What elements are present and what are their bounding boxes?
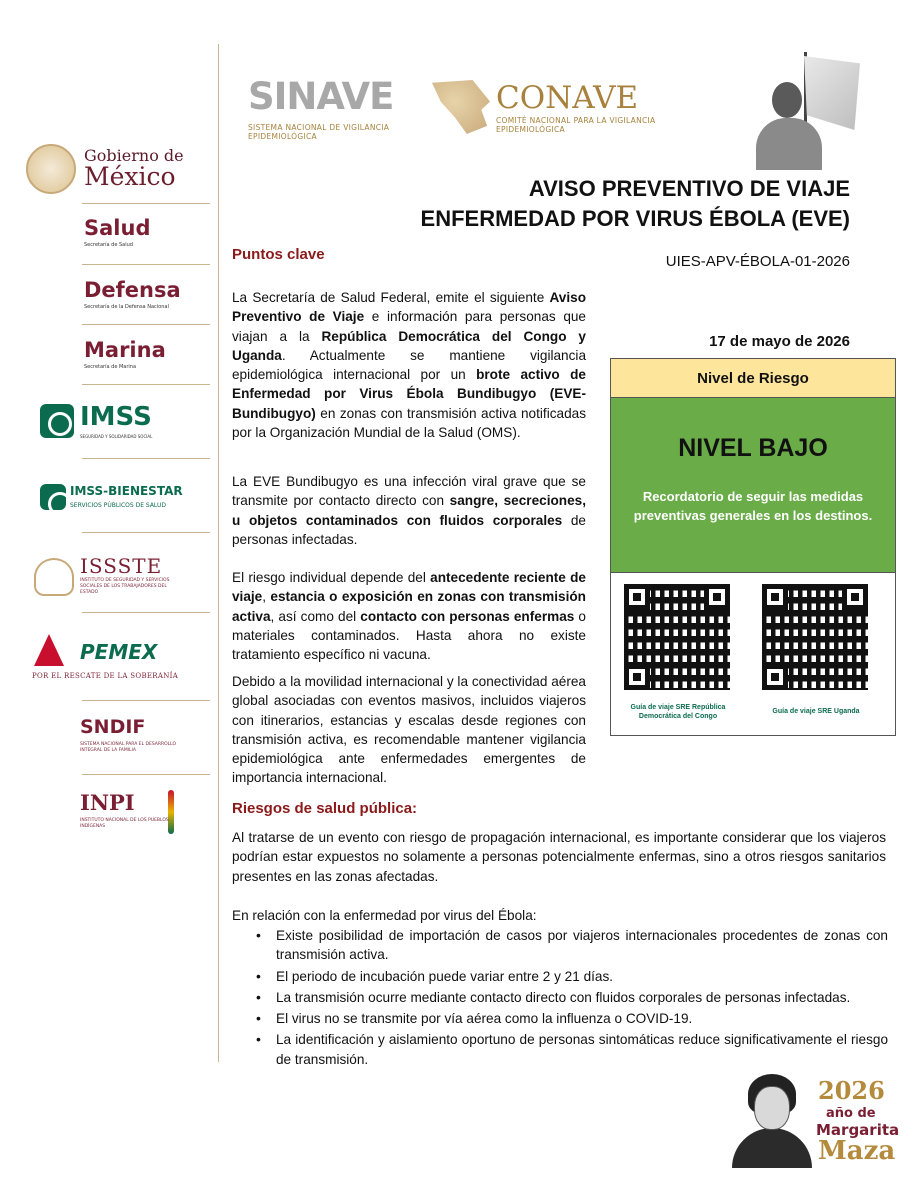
imss-logo bbox=[22, 402, 192, 446]
sinave-label: SINAVE bbox=[248, 75, 394, 118]
logo-divider bbox=[82, 264, 210, 265]
qr-code-uganda[interactable] bbox=[762, 584, 868, 690]
footer-line-3: Margarita bbox=[816, 1121, 900, 1139]
inpi-label: INPI bbox=[80, 790, 135, 815]
risk-level-status bbox=[611, 398, 895, 573]
title-line-1: AVISO PREVENTIVO DE VIAJE bbox=[528, 176, 850, 201]
document-date: 17 de mayo de 2026 bbox=[709, 333, 850, 350]
risk-level-value: NIVEL BAJO bbox=[678, 434, 828, 462]
mexico-seal-icon bbox=[26, 144, 76, 194]
issste-sublabel: INSTITUTO DE SEGURIDAD Y SERVICIOS SOCIALES DE LOS TRABAJADORES DEL ESTADO bbox=[80, 578, 170, 595]
heroine-flag-illustration bbox=[742, 52, 860, 170]
document-id: UIES-APV-ÉBOLA-01-2026 bbox=[665, 253, 850, 270]
marina-label: Marina bbox=[84, 338, 166, 362]
risk-level-message: Recordatorio de seguir las medidas preventivas generales en los destinos. bbox=[633, 489, 873, 523]
salud-logo bbox=[22, 216, 192, 260]
qr-code-congo[interactable] bbox=[624, 584, 730, 690]
sinave-sublabel: SISTEMA NACIONAL DE VIGILANCIA EPIDEMIOLÓGICA bbox=[248, 123, 390, 141]
list-item: • El periodo de incubación puede variar entre 2 y 21 días. bbox=[276, 967, 888, 986]
imss-bienestar-label: IMSS-BIENESTAR bbox=[70, 484, 183, 498]
defensa-logo bbox=[22, 278, 192, 322]
imss-bienestar-sublabel: SERVICIOS PÚBLICOS DE SALUD bbox=[70, 502, 166, 509]
inpi-logo bbox=[22, 788, 192, 844]
list-item: • La identificación y aislamiento oportuno de personas sintomáticas reduce significativamente el riesgo de transmisión. bbox=[276, 1030, 888, 1069]
sndif-sublabel: SISTEMA NACIONAL PARA EL DESARROLLO INTEGRAL DE LA FAMILIA bbox=[80, 742, 177, 753]
public-health-heading: Riesgos de salud pública: bbox=[232, 800, 418, 817]
logo-divider bbox=[82, 774, 210, 775]
pemex-label: PEMEX bbox=[80, 640, 158, 664]
imss-label: IMSS bbox=[80, 402, 152, 432]
footer-year: 2026 bbox=[818, 1076, 885, 1105]
salud-sublabel: Secretaría de Salud bbox=[84, 242, 133, 248]
logo-divider bbox=[82, 458, 210, 459]
key-points-paragraph-1: La Secretaría de Salud Federal, emite el siguiente Aviso Preventivo de Viaje e información para personas que viajan a la República Democrática del Congo y Uganda. Actualmente se mantiene vigilancia epidemiológica internacional por un brote activo de Enfermedad por Virus Ébola Bundibugyo (EVE-Bundibugyo) en zonas con transmisión activa notificadas por la Organización Mundial de la Salud (OMS). bbox=[232, 290, 586, 441]
marina-sublabel: Secretaría de Marina bbox=[84, 364, 137, 370]
imss-sublabel: SEGURIDAD Y SOLIDARIDAD SOCIAL bbox=[80, 434, 153, 439]
mexico-map-icon bbox=[432, 80, 490, 134]
footer-line-4: Maza bbox=[818, 1136, 896, 1166]
pemex-sublabel: POR EL RESCATE DE LA SOBERANÍA bbox=[32, 672, 179, 680]
salud-label: Salud bbox=[84, 216, 151, 240]
list-item: • El virus no se transmite por vía aérea como la influenza o COVID-19. bbox=[276, 1009, 888, 1028]
qr-caption-uganda: Guía de viaje SRE Uganda bbox=[772, 708, 860, 715]
margarita-maza-portrait bbox=[730, 1072, 814, 1168]
logo-divider bbox=[82, 532, 210, 533]
sidebar-divider bbox=[218, 44, 219, 1062]
sndif-label: SNDIF bbox=[80, 716, 146, 738]
pemex-logo bbox=[22, 630, 192, 686]
marina-logo bbox=[22, 338, 192, 382]
public-health-paragraph-1: Al tratarse de un evento con riesgo de propagación internacional, es importante considerar que los viajeros podrían estar expuestos no solamente a personas potencialmente enfermas, sino a otros riesgos sanitarios presentes en las zonas afectadas. bbox=[232, 830, 886, 884]
issste-hands-icon bbox=[34, 558, 74, 596]
defensa-label: Defensa bbox=[84, 278, 181, 302]
key-points-paragraph-4: Debido a la movilidad internacional y la conectividad aérea global asociadas con eventos masivos, incluidos viajeros con itinerarios, estancias y escalas desde regiones con transmisión activa, es recomendable mantener vigilancia epidemiológica ante enfermedades emergentes de importancia internacional. bbox=[232, 674, 586, 786]
conave-label: CONAVE bbox=[496, 80, 639, 116]
gobierno-mexico-logo bbox=[22, 140, 192, 202]
imss-eagle-icon bbox=[40, 404, 74, 438]
gobierno-label: Gobierno de bbox=[84, 146, 184, 165]
mexico-label: México bbox=[84, 162, 176, 191]
key-points-paragraph-3: El riesgo individual depende del antecedente reciente de viaje, estancia o exposición en zonas con transmisión activa, así como del contacto con personas enfermas o materiales contaminados. Hasta ahora no existe tratamiento específico ni vacuna. bbox=[232, 570, 586, 663]
inpi-sublabel: INSTITUTO NACIONAL DE LOS PUEBLOS INDÍGENAS bbox=[80, 818, 169, 829]
footer-line-2: año de bbox=[826, 1106, 876, 1121]
defensa-sublabel: Secretaría de la Defensa Nacional bbox=[84, 304, 169, 310]
imss-bienestar-icon bbox=[40, 484, 66, 510]
logo-divider bbox=[82, 203, 210, 204]
title-line-2: ENFERMEDAD POR VIRUS ÉBOLA (EVE) bbox=[420, 206, 850, 231]
document-title bbox=[421, 174, 850, 234]
pemex-eagle-icon bbox=[34, 634, 64, 666]
logo-divider bbox=[82, 384, 210, 385]
sndif-logo bbox=[22, 716, 192, 762]
list-item: • La transmisión ocurre mediante contacto directo con fluidos corporales de personas infectadas. bbox=[276, 988, 888, 1007]
risk-level-panel bbox=[610, 358, 896, 736]
key-points-paragraph-2: La EVE Bundibugyo es una infección viral grave que se transmite por contacto directo con sangre, secreciones, u objetos contaminados con fluidos corporales de personas infectadas. bbox=[232, 474, 586, 547]
conave-sublabel: COMITÉ NACIONAL PARA LA VIGILANCIA EPIDEMIOLÓGICA bbox=[496, 116, 656, 134]
issste-label: ISSSTE bbox=[80, 554, 163, 578]
ebola-facts-list bbox=[276, 926, 888, 1071]
logo-divider bbox=[82, 612, 210, 613]
sinave-logo bbox=[248, 75, 394, 141]
risk-level-header: Nivel de Riesgo bbox=[611, 359, 895, 398]
qr-caption-congo: Guía de viaje SRE República Democrática del Congo bbox=[630, 704, 726, 720]
list-item: • Existe posibilidad de importación de casos por viajeros internacionales procedentes de zonas con transmisión activa. bbox=[276, 926, 888, 965]
logo-divider bbox=[82, 324, 210, 325]
issste-logo bbox=[22, 554, 192, 604]
imss-bienestar-logo bbox=[22, 482, 192, 516]
key-points-heading: Puntos clave bbox=[232, 246, 325, 263]
logo-divider bbox=[82, 700, 210, 701]
public-health-paragraph-2: En relación con la enfermedad por virus del Ébola: bbox=[232, 908, 537, 923]
